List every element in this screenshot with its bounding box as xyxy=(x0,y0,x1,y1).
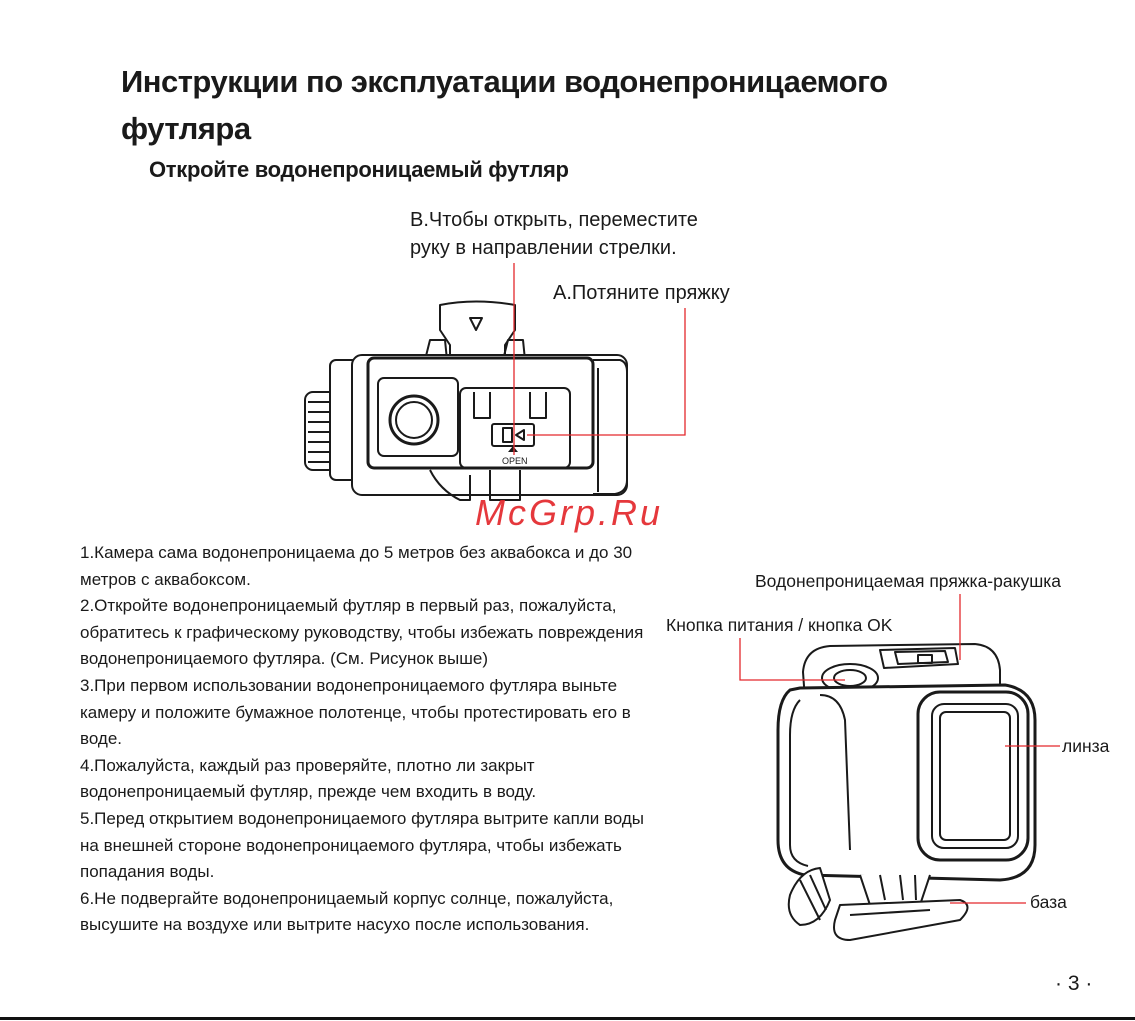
watermark: McGrp.Ru xyxy=(475,492,664,533)
instruction-item: 4.Пожалуйста, каждый раз проверяйте, плотно ли закрыт водонепроницаемый футляр, прежде чем входить в воду. xyxy=(80,755,537,802)
instruction-item: 2.Откройте водонепроницаемый футляр в первый раз, пожалуйста, обратитесь к графическому руководству, чтобы избежать повреждения водонепроницаемого футляра. (См. Рисунок выше) xyxy=(80,596,644,669)
callout-b-line2: руку в направлении стрелки. xyxy=(410,237,677,259)
page-title: Инструкции по эксплуатации водонепроницаемого футляра xyxy=(121,64,888,146)
callout-a: A.Потяните пряжку xyxy=(553,282,730,304)
section-title: Откройте водонепроницаемый футляр xyxy=(149,157,569,182)
bottom-rule xyxy=(0,1017,1135,1020)
open-text: OPEN xyxy=(502,456,528,466)
instruction-item: 5.Перед открытием водонепроницаемого футляра вытрите капли воды на внешней стороне водонепроницаемого футляра, чтобы избежать попадания воды. xyxy=(80,808,644,882)
instructions-list xyxy=(80,540,665,939)
label-base: база xyxy=(1030,892,1067,912)
instruction-item: 3.При первом использовании водонепроницаемого футляра выньте камеру и положите бумажное полотенце, чтобы протестировать его в воде. xyxy=(80,675,631,749)
instruction-item: 6.Не подвергайте водонепроницаемый корпус солнце, пожалуйста, высушите на воздухе или вытрите насухо после использования. xyxy=(80,888,614,935)
label-lens: линза xyxy=(1062,736,1110,756)
page-number: · 3 · xyxy=(1055,972,1093,995)
label-power-button: Кнопка питания / кнопка OK xyxy=(666,615,893,635)
camera-housing-diagram xyxy=(778,644,1035,940)
instruction-item: 1.Камера сама водонепроницаема до 5 метров без аквабокса и до 30 метров с аквабоксом. xyxy=(80,543,633,589)
callout-b-line1: B.Чтобы открыть, переместите xyxy=(410,209,698,231)
top-housing-diagram xyxy=(305,302,627,501)
label-buckle: Водонепроницаемая пряжка-ракушка xyxy=(755,571,1062,591)
